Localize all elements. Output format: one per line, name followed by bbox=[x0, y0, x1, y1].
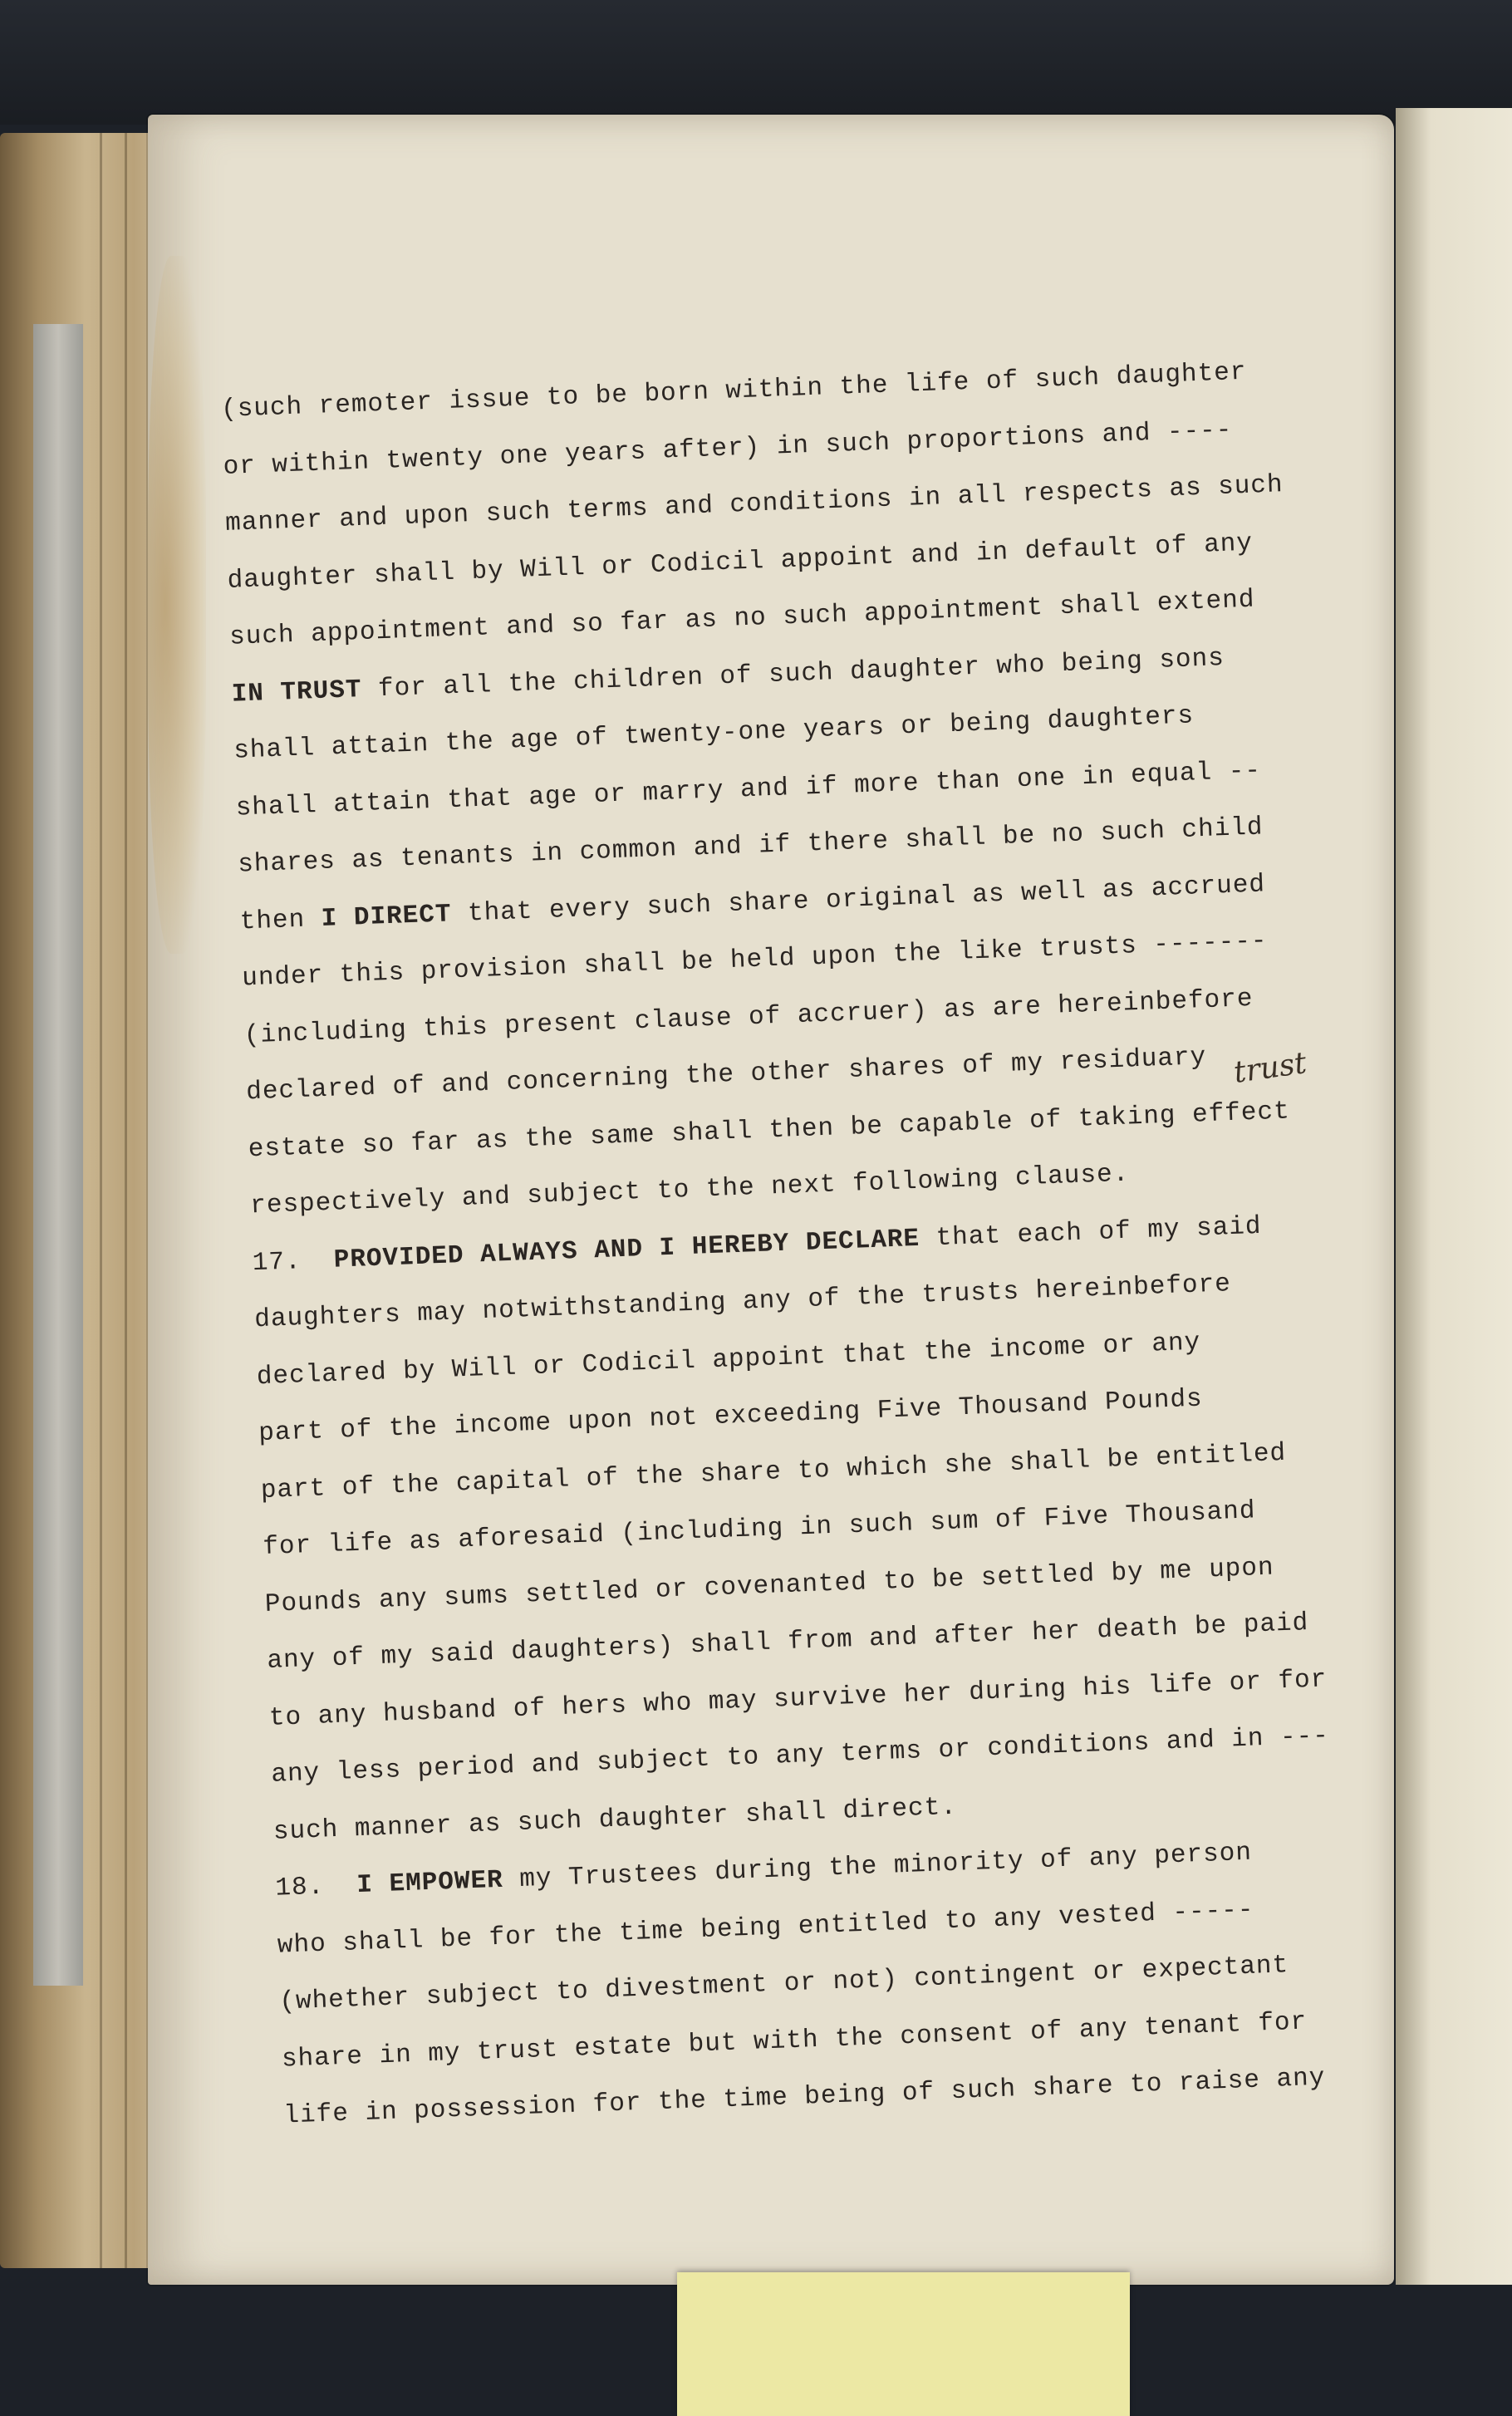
body-text: then bbox=[239, 904, 322, 937]
next-page-edge bbox=[1396, 108, 1512, 2285]
body-text: life in possession for the time being of such share to raise any bbox=[282, 2063, 1326, 2131]
body-text: share in my trust estate but with the consent of any tenant for bbox=[281, 2006, 1308, 2075]
body-text: under this provision shall be held upon the like trusts ------- bbox=[241, 926, 1269, 994]
body-text: who shall be for the time being entitled to any vested ----- bbox=[277, 1895, 1255, 1961]
body-text: manner and upon such terms and conditions in all respects as such bbox=[224, 470, 1284, 538]
page-edge bbox=[100, 133, 102, 2268]
body-text: respectively and subject to the next following clause. bbox=[249, 1159, 1130, 1221]
body-text: for life as aforesaid (including in such sum of Five Thousand bbox=[262, 1496, 1257, 1563]
body-text: part of the capital of the share to which she shall be entitled bbox=[260, 1438, 1287, 1505]
body-text: (whether subject to divestment or not) contingent or expectant bbox=[278, 1951, 1289, 2017]
bold-heading-text: I EMPOWER bbox=[356, 1865, 504, 1901]
body-text: part of the income upon not exceeding Five Thousand Pounds bbox=[258, 1384, 1204, 1449]
body-text: my Trustees during the minority of any person bbox=[503, 1838, 1253, 1895]
body-text: any less period and subject to any terms or conditions and in --- bbox=[270, 1721, 1330, 1790]
body-text: shall attain that age or marry and if more than one in equal -- bbox=[235, 755, 1262, 823]
body-text: (including this present clause of accruer) as are hereinbefore bbox=[243, 984, 1254, 1050]
typed-text-block bbox=[220, 341, 1414, 2145]
bold-heading-text: PROVIDED ALWAYS AND I HEREBY DECLARE bbox=[333, 1224, 920, 1275]
body-text: estate so far as the same shall then be capable of taking effect bbox=[248, 1096, 1291, 1164]
body-text: 18. bbox=[274, 1871, 358, 1903]
body-text: such manner as such daughter shall direct. bbox=[272, 1792, 958, 1847]
body-text: declared of and concerning the other shares of my residuary bbox=[245, 1043, 1207, 1107]
body-text: any of my said daughters) shall from and after her death be paid bbox=[266, 1608, 1309, 1676]
body-text: shares as tenants in common and if there shall be no such child bbox=[237, 813, 1264, 880]
bold-heading-text: I DIRECT bbox=[321, 899, 453, 934]
body-text: shall attain the age of twenty-one years or being daughters bbox=[233, 701, 1195, 766]
body-text: (such remoter issue to be born within the life of such daughter bbox=[220, 357, 1248, 425]
body-text: that each of my said bbox=[919, 1211, 1263, 1254]
water-stain bbox=[148, 256, 206, 954]
body-text: such appointment and so far as no such appointment shall extend bbox=[228, 585, 1256, 652]
body-text: declared by Will or Codicil appoint that the income or any bbox=[256, 1328, 1201, 1392]
body-text: for all the children of such daughter who being sons bbox=[361, 643, 1225, 705]
body-text: daughters may notwithstanding any of the trusts hereinbefore bbox=[253, 1269, 1232, 1335]
body-text: Pounds any sums settled or covenanted to be settled by me upon bbox=[264, 1552, 1275, 1619]
handwritten-annotation: trust bbox=[1231, 1046, 1309, 1090]
sticky-note bbox=[677, 2272, 1130, 2416]
body-text: that every such share original as well as accrued bbox=[450, 869, 1266, 929]
body-text: to any husband of hers who may survive her during his life or for bbox=[268, 1664, 1328, 1733]
body-text: daughter shall by Will or Codicil appoint and in default of any bbox=[227, 528, 1254, 596]
body-text: or within twenty one years after) in such proportions and ---- bbox=[223, 415, 1233, 482]
bold-heading-text: IN TRUST bbox=[231, 675, 363, 710]
body-text: 17. bbox=[252, 1245, 335, 1278]
page-edge bbox=[125, 133, 127, 2268]
page-tab-strip bbox=[33, 324, 83, 1986]
book-binding bbox=[0, 0, 1512, 125]
